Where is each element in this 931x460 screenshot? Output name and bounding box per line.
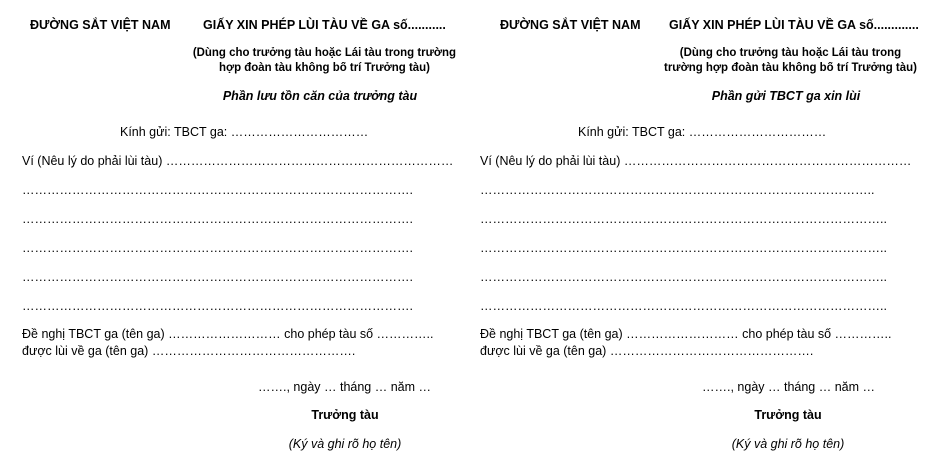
reason-line: Ví (Nêu lý do phải lùi tàu) …………………………………………………………… bbox=[22, 154, 454, 168]
return-station-line: được lùi về ga (tên ga) …………………………………………. bbox=[480, 344, 814, 358]
blank-line: …………………………………………………………………………………….. bbox=[480, 241, 887, 255]
addressee-line: Kính gửi: TBCT ga: …………………………… bbox=[578, 125, 827, 139]
blank-line: …………………………………………………………………………………….. bbox=[480, 299, 887, 313]
blank-line: …………………………………………………………………………………. bbox=[22, 183, 413, 197]
date-line: ……., ngày … tháng … năm … bbox=[258, 380, 431, 394]
blank-line: …………………………………………………………………………………. bbox=[22, 212, 413, 226]
signer-title: Trưởng tàu bbox=[311, 408, 379, 422]
org-name: ĐƯỜNG SẮT VIỆT NAM bbox=[30, 18, 171, 32]
return-station-line: được lùi về ga (tên ga) …………………………………………. bbox=[22, 344, 356, 358]
usage-note-line2: trường hợp đoàn tàu không bố trí Trưởng tàu) bbox=[664, 62, 917, 74]
usage-note-line1: (Dùng cho trưởng tàu hoặc Lái tàu trong bbox=[679, 47, 902, 59]
blank-line: …………………………………………………………………………………. bbox=[22, 299, 413, 313]
usage-note-line1: (Dùng cho trưởng tàu hoặc Lái tàu trong trường bbox=[192, 47, 457, 59]
blank-line: …………………………………………………………………………………. bbox=[22, 241, 413, 255]
blank-line: …………………………………………………………………………………. bbox=[22, 270, 413, 284]
request-line: Đề nghị TBCT ga (tên ga) ……………………… cho phép tàu số ………….. bbox=[22, 327, 434, 341]
blank-line: …………………………………………………………………………………….. bbox=[480, 212, 887, 226]
blank-line: ………………………………………………………………………………….. bbox=[480, 183, 875, 197]
form-right bbox=[466, 0, 931, 460]
part-heading: Phần lưu tồn căn của trưởng tàu bbox=[222, 89, 418, 103]
signature-note: (Ký và ghi rõ họ tên) bbox=[731, 437, 845, 451]
usage-note-line2: hợp đoàn tàu không bố trí Trưởng tàu) bbox=[218, 62, 430, 74]
addressee-line: Kính gửi: TBCT ga: …………………………… bbox=[120, 125, 369, 139]
blank-line: …………………………………………………………………………………….. bbox=[480, 270, 887, 284]
signer-title: Trưởng tàu bbox=[754, 408, 822, 422]
date-line: ……., ngày … tháng … năm … bbox=[702, 380, 875, 394]
part-heading: Phần gửi TBCT ga xin lùi bbox=[711, 89, 861, 103]
form-left bbox=[0, 0, 465, 460]
form-title: GIẤY XIN PHÉP LÙI TÀU VỀ GA số............. bbox=[669, 18, 919, 32]
signature-note: (Ký và ghi rõ họ tên) bbox=[288, 437, 402, 451]
form-title: GIẤY XIN PHÉP LÙI TÀU VỀ GA số........... bbox=[203, 18, 446, 32]
request-line: Đề nghị TBCT ga (tên ga) ……………………… cho phép tàu số ………….. bbox=[480, 327, 892, 341]
reason-line: Ví (Nêu lý do phải lùi tàu) …………………………………………………………… bbox=[480, 154, 912, 168]
org-name: ĐƯỜNG SẮT VIỆT NAM bbox=[500, 18, 641, 32]
